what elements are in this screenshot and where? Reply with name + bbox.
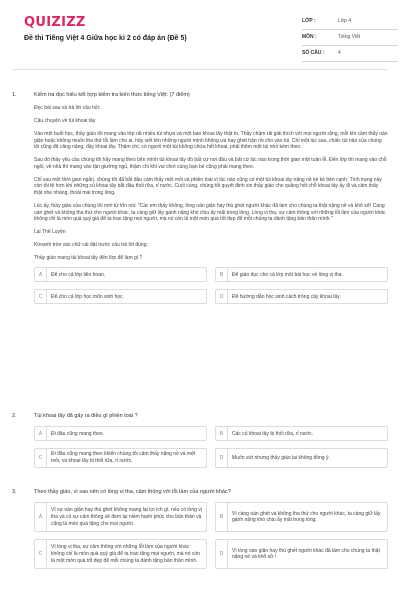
story-paragraph: Vào một buổi học, thầy giáo tôi mang vào lớp rất nhiều túi nhựa và một bao khoai tây thật to. Thầy chậm rãi giải thích với mọi người rằng, mỗi khi cảm thấy oán giận hoặc không muốn tha thứ lỗi lầm cho ai, hãy viết tên những người mình không ưa hay ghét hận rồi cho vào túi. Chỉ một lúc sau, chiếc túi nào của chúng tôi cũng đã căng nặng, đầy khoai tây. Thậm chí, có người một túi không chứa hết khoai, phải thêm một túi nhỏ kèm theo. [34, 130, 388, 151]
answer-option-b[interactable] [215, 267, 388, 282]
meta-label: LỚP : [302, 18, 316, 25]
option-text: Để giáo dục cho cả lớp một bài học về lòng vị tha. [232, 271, 343, 278]
option-text: Vì lòng vị tha, sự cảm thông với những lỗi lầm của người khác không chỉ là món quà quý giá để ta trao tặng mọi người, mà nó còn là một món quà tốt đẹp để mỗi chúng ta dành tặng bản thân mình. [51, 544, 200, 564]
question-prompt: Túi khoai tây đã gây ra điều gì phiền toái ? [34, 413, 138, 419]
answer-option-d[interactable] [215, 289, 388, 304]
answer-option-a[interactable] [34, 267, 207, 282]
answer-options [34, 502, 388, 569]
meta-row-class [302, 14, 398, 30]
option-letter: A [35, 268, 47, 281]
answer-option-d[interactable] [215, 448, 388, 468]
meta-row-subject [302, 30, 398, 46]
story-paragraph: Lúc ấy, thầy giáo của chúng tôi mới từ tốn nói: "Các em thấy không, lòng oán giận hay thù ghét người khác đã làm cho chúng ta thật nặng nề và khổ sở! Càng oán ghét và không tha thứ cho người khác, ta càng giữ lấy gánh nặng khó chịu ấy mãi trong lòng. Lòng vị tha, sự cảm thông với những lỗi lầm của người khác không chỉ là món quà quý giá để ta trao tặng mọi người, mà nó còn là một món quà tốt đẹp để mỗi chúng ta dành tặng bản thân mình." [34, 202, 386, 223]
meta-value: Lớp 4 [338, 18, 352, 25]
option-letter: D [216, 449, 228, 467]
option-text: Các củ khoai tây bị thối rữa, rỉ nước. [232, 430, 314, 437]
option-letter: B [216, 503, 228, 531]
reading-instruction: Đọc bài sau và trả lời câu hỏi: [34, 105, 101, 112]
story-paragraph: Sau đó thầy yêu cầu chúng tôi hãy mang theo bên mình túi khoai tây đó bất cứ nơi đâu và bất cứ lúc nào trong thời gian một tuần lễ. Đến lớp thì mang vào chỗ ngồi, về nhà thì mang vào tận giường ngủ, thậm chí khi vui chơi cùng bạn bè cũng phải mang theo. [34, 157, 387, 170]
option-letter: D [216, 290, 228, 303]
question-3 [12, 489, 388, 569]
option-text: Đi đâu cũng mang theo khiến chúng tôi cảm thấy nặng nề và mệt mỏi, và khoai tây bị thối rữa, rỉ nước. [51, 451, 196, 465]
option-letter: C [35, 449, 47, 467]
story-title: Cậu chuyện về túi khoai tây [34, 118, 96, 125]
answer-option-c[interactable] [34, 448, 207, 468]
exam-meta-table [302, 14, 398, 62]
option-text: Đi đâu cũng mang theo. [51, 430, 105, 437]
option-letter: C [35, 290, 47, 303]
option-letter: C [35, 540, 47, 568]
answer-option-b[interactable] [215, 502, 388, 532]
story-author: Lại Thế Luyện [34, 229, 66, 236]
question-prompt: Kiểm tra đọc hiểu kết hợp kiểm tra kiến thức tiếng Việt: (7 điểm) [34, 92, 190, 98]
option-letter: D [216, 540, 228, 568]
exam-title: Đề thi Tiếng Việt 4 Giữa học kì 2 có đáp án (Đề 5) [24, 35, 187, 42]
option-letter: A [35, 427, 47, 440]
answer-option-c[interactable] [34, 539, 207, 569]
answer-option-a[interactable] [34, 502, 207, 532]
answer-instruction: Khoanh tròn vào chữ cái đặt trước câu trả lời đúng: [34, 241, 148, 248]
option-letter: B [216, 427, 228, 440]
answer-options [34, 267, 388, 304]
option-text: Vì sự oán giận hay thù ghét không mang lại lợi ích gì, nếu có lòng vị tha và có sự cảm thông sẽ đem lại niềm hạnh phúc cho bản thân và cũng là món quà tặng cho mọi người. [51, 507, 202, 527]
option-text: Muốn vứt nhưng thầy giáo lại không đồng ý. [232, 454, 330, 461]
meta-row-count [302, 46, 398, 62]
question-prompt: Theo thầy giáo, vì sao nên có lòng vị tha, cảm thông với lỗi lầm của người khác? [34, 489, 231, 495]
meta-value: 4 [338, 50, 341, 57]
option-text: Vì lòng oán giận hay thù ghét người khác đã làm cho chúng ta thật nặng nề và khổ sở ! [232, 547, 380, 561]
option-text: Để cho cả lớp liên hoan. [51, 271, 106, 278]
question-1 [12, 92, 388, 304]
option-text: Vì càng oán ghét và không tha thứ cho người khác, ta càng giữ lấy gánh nặng khó chịu ấy mãi trong lòng. [232, 510, 381, 524]
quizizz-logo: QUIZIZZ [24, 15, 86, 30]
answer-option-b[interactable] [215, 426, 388, 441]
sub-question: Thầy giáo mang túi khoai tây đến lớp để làm gì ? [34, 254, 143, 261]
option-text: Để cho cả lớp học môn sinh học. [51, 293, 125, 300]
meta-value: Tiếng Việt [338, 34, 361, 41]
option-letter: A [35, 503, 47, 531]
question-number: 1. [12, 92, 17, 98]
meta-label: SỐ CÂU : [302, 50, 325, 57]
answer-option-d[interactable] [215, 539, 388, 569]
worksheet-header [12, 0, 388, 70]
meta-label: MÔN : [302, 34, 317, 41]
story-paragraph: Chỉ sau một thời gian ngắn, chúng tôi đã bắt đầu cảm thấy mệt mỏi và phiền toái vì lúc nào cũng có một túi khoai tây nặng nề kè kè bên cạnh. Tình trạng này còn tồi tệ hơn khi những củ khoai tây bắt đầu thối rữa, rỉ nước. Cuối cùng, chúng tôi quyết định xin thầy giáo cho quăng hết chỗ khoai tây ấy đi và cảm thấy thật nhẹ nhàng, thoải mái trong lòng. [34, 176, 382, 197]
option-letter: B [216, 268, 228, 281]
answer-options [34, 426, 388, 468]
question-number: 3. [12, 489, 17, 495]
answer-option-c[interactable] [34, 289, 207, 304]
question-2 [12, 413, 388, 468]
question-number: 2. [12, 413, 17, 419]
answer-option-a[interactable] [34, 426, 207, 441]
option-text: Để hướng dẫn học sinh cách trồng cây khoai tây. [232, 293, 341, 300]
